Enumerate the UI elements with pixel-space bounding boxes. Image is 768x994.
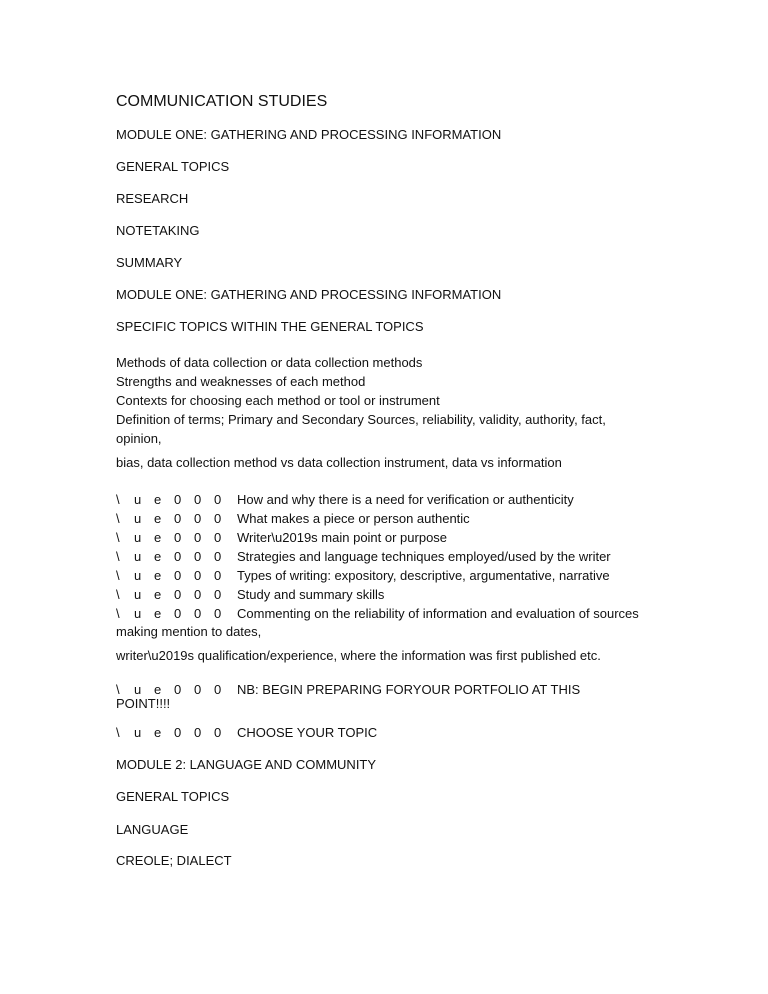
text-line: Methods of data collection or data collection methods <box>116 355 423 370</box>
specific-topics-heading: SPECIFIC TOPICS WITHIN THE GENERAL TOPICS <box>116 319 424 334</box>
general-topics-heading-2: GENERAL TOPICS <box>116 789 230 804</box>
topic-language: LANGUAGE <box>116 822 189 837</box>
topic-creole-dialect: CREOLE; DIALECT <box>116 853 232 868</box>
list-item: \ u e 0 0 0 Strategies and language techniques employed/used by the writer <box>116 549 611 564</box>
making-mention-line: making mention to dates, <box>116 624 262 639</box>
bullet-marker: \ u e 0 0 0 <box>116 682 222 697</box>
topic-research: RESEARCH <box>116 191 189 206</box>
module-one-heading: MODULE ONE: GATHERING AND PROCESSING INFORMATION <box>116 127 502 142</box>
document-title: COMMUNICATION STUDIES <box>116 93 328 110</box>
choose-topic-text: CHOOSE YOUR TOPIC <box>237 725 378 740</box>
list-item: \ u e 0 0 0 What makes a piece or person authentic <box>116 511 470 526</box>
list-item: \ u e 0 0 0 How and why there is a need for verification or authenticity <box>116 492 574 507</box>
topic-notetaking: NOTETAKING <box>116 223 200 238</box>
module-one-heading-repeat: MODULE ONE: GATHERING AND PROCESSING INFORMATION <box>116 287 502 302</box>
list-item: \ u e 0 0 0 Types of writing: expository, descriptive, argumentative, narrative <box>116 568 610 583</box>
module-two-heading: MODULE 2: LANGUAGE AND COMMUNITY <box>116 757 377 772</box>
list-item: \ u e 0 0 0 Commenting on the reliability of information and evaluation of sources <box>116 606 639 621</box>
list-item: \ u e 0 0 0 Study and summary skills <box>116 587 385 602</box>
writer-line: writer\u2019s qualification/experience, where the information was first published etc. <box>116 648 601 663</box>
bullet-marker: \ u e 0 0 0 <box>116 511 222 526</box>
bullet-marker: \ u e 0 0 0 <box>116 549 222 564</box>
bullet-marker: \ u e 0 0 0 <box>116 568 222 583</box>
bullet-marker: \ u e 0 0 0 <box>116 606 222 621</box>
nb-continuation: POINT!!!! <box>116 696 171 711</box>
choose-topic-item <box>116 723 377 742</box>
nb-text: NB: BEGIN PREPARING FORYOUR PORTFOLIO AT THIS <box>237 682 581 697</box>
list-item: \ u e 0 0 0 Writer\u2019s main point or purpose <box>116 530 448 545</box>
bullet-marker: \ u e 0 0 0 <box>116 725 222 740</box>
topic-summary: SUMMARY <box>116 255 183 270</box>
bias-line: bias, data collection method vs data collection instrument, data vs information <box>116 455 562 470</box>
bullet-marker: \ u e 0 0 0 <box>116 492 222 507</box>
text-line: opinion, <box>116 431 162 446</box>
text-line: Strengths and weaknesses of each method <box>116 374 366 389</box>
bullet-marker: \ u e 0 0 0 <box>116 530 222 545</box>
text-line: Contexts for choosing each method or tool or instrument <box>116 393 440 408</box>
bullet-marker: \ u e 0 0 0 <box>116 587 222 602</box>
text-line: Definition of terms; Primary and Secondary Sources, reliability, validity, authority, fact, <box>116 412 606 427</box>
general-topics-heading: GENERAL TOPICS <box>116 159 230 174</box>
nb-item <box>116 680 580 699</box>
